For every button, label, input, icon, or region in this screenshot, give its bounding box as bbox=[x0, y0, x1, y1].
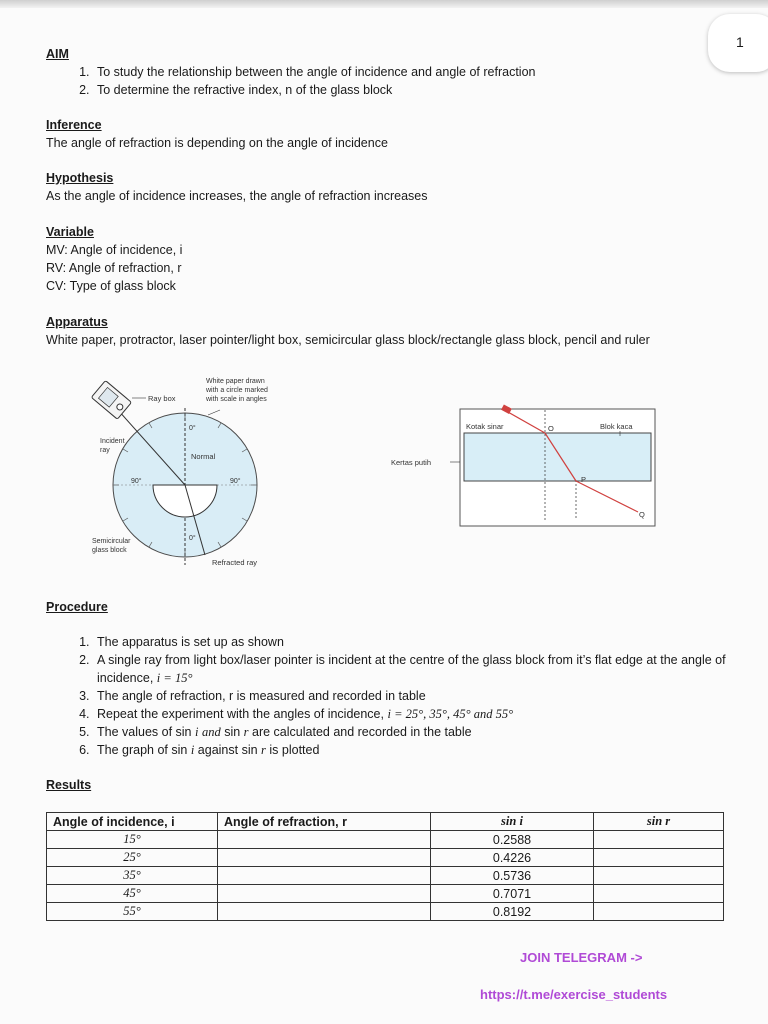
cell-sin-i: 0.8192 bbox=[431, 903, 594, 921]
step-text: The apparatus is set up as shown bbox=[97, 635, 284, 649]
top-shadow-bar bbox=[0, 0, 768, 8]
results-section bbox=[46, 776, 91, 794]
incident-label-line1: Incident bbox=[100, 438, 125, 445]
aim-item: 1. To study the relationship between the angle of incidence and angle of refraction bbox=[93, 63, 536, 81]
results-table bbox=[46, 812, 724, 921]
step-math: i = 25°, 35°, 45° and 55° bbox=[387, 707, 514, 721]
step-math: i bbox=[190, 743, 195, 757]
block-label-line1: Semicircular bbox=[92, 538, 131, 545]
semicircular-block-diagram bbox=[80, 370, 320, 580]
step-text: is plotted bbox=[269, 743, 320, 757]
procedure-list bbox=[46, 633, 726, 759]
step-text: against sin bbox=[197, 743, 258, 757]
table-row bbox=[47, 885, 724, 903]
ninety-right-label: 90° bbox=[230, 478, 241, 485]
cell-refraction bbox=[218, 867, 431, 885]
block-label-line2: glass block bbox=[92, 547, 127, 554]
step-math: i bbox=[194, 725, 199, 739]
procedure-step bbox=[93, 741, 726, 759]
paper-label-line1: White paper drawn bbox=[206, 378, 265, 385]
cell-sin-r bbox=[594, 867, 724, 885]
procedure-step bbox=[93, 687, 726, 705]
cell-refraction bbox=[218, 903, 431, 921]
kotak-sinar-label: Kotak sinar bbox=[466, 422, 504, 431]
paper-label-line3: with scale in angles bbox=[206, 396, 267, 403]
step-math: and bbox=[201, 725, 221, 739]
step-text: The values of sin bbox=[97, 725, 192, 739]
apparatus-heading: Apparatus bbox=[46, 315, 108, 329]
step-text: A single ray from light box/laser pointer is incident at the centre of the glass block from it’s flat edge at the angle of incidence, bbox=[97, 653, 726, 685]
cell-angle: 35° bbox=[47, 867, 218, 885]
rectangular-block-diagram bbox=[388, 400, 660, 535]
cell-angle: 45° bbox=[47, 885, 218, 903]
hypothesis-section bbox=[46, 169, 427, 205]
procedure-section bbox=[46, 598, 726, 759]
table-header-row bbox=[47, 813, 724, 831]
step-math: i = 15° bbox=[156, 671, 193, 685]
ninety-left-label: 90° bbox=[131, 478, 142, 485]
cell-sin-r bbox=[594, 885, 724, 903]
step-text: are calculated and recorded in the table bbox=[252, 725, 472, 739]
step-math: r bbox=[243, 725, 249, 739]
step-math: r bbox=[261, 743, 266, 757]
hypothesis-text: As the angle of incidence increases, the angle of refraction increases bbox=[46, 189, 428, 203]
cell-refraction bbox=[218, 885, 431, 903]
header-angle-refraction: Angle of refraction, r bbox=[218, 813, 431, 831]
cell-refraction bbox=[218, 849, 431, 867]
glass-block bbox=[464, 433, 651, 481]
cell-sin-r bbox=[594, 849, 724, 867]
ray-box-icon bbox=[91, 381, 131, 420]
zero-top-label: 0° bbox=[189, 425, 196, 432]
page-number: 1 bbox=[736, 34, 744, 50]
blok-kaca-label: Blok kaca bbox=[600, 422, 633, 431]
header-sin-r: sin r bbox=[594, 813, 724, 831]
hypothesis-heading: Hypothesis bbox=[46, 171, 114, 185]
cell-angle: 25° bbox=[47, 849, 218, 867]
manipulated-variable: MV: Angle of incidence, i bbox=[46, 243, 183, 257]
cell-sin-i: 0.7071 bbox=[431, 885, 594, 903]
aim-heading: AIM bbox=[46, 47, 69, 61]
inference-heading: Inference bbox=[46, 118, 102, 132]
cell-angle: 55° bbox=[47, 903, 218, 921]
apparatus-text: White paper, protractor, laser pointer/light box, semicircular glass block/rectangle glass block, pencil and ruler bbox=[46, 333, 650, 347]
refracted-label: Refracted ray bbox=[212, 558, 258, 567]
paper-label-line2: with a circle marked bbox=[206, 387, 268, 394]
aim-section bbox=[46, 45, 536, 99]
cell-sin-r bbox=[594, 903, 724, 921]
cell-angle: 15° bbox=[47, 831, 218, 849]
ray-box-label: Ray box bbox=[148, 394, 176, 403]
apparatus-section bbox=[46, 313, 726, 349]
header-sin-i: sin i bbox=[431, 813, 594, 831]
point-o-label: O bbox=[548, 424, 554, 433]
inference-text: The angle of refraction is depending on the angle of incidence bbox=[46, 136, 388, 150]
header-angle-incidence: Angle of incidence, i bbox=[47, 813, 218, 831]
step-text: Repeat the experiment with the angles of incidence, bbox=[97, 707, 384, 721]
table-row bbox=[47, 849, 724, 867]
zero-bottom-label: 0° bbox=[189, 535, 196, 542]
inference-section bbox=[46, 116, 388, 152]
cell-sin-i: 0.2588 bbox=[431, 831, 594, 849]
table-row bbox=[47, 903, 724, 921]
procedure-step bbox=[93, 723, 726, 741]
join-telegram-link[interactable]: JOIN TELEGRAM -> bbox=[520, 950, 643, 965]
procedure-step bbox=[93, 633, 726, 651]
responding-variable: RV: Angle of refraction, r bbox=[46, 261, 182, 275]
step-text: The graph of sin bbox=[97, 743, 188, 757]
aim-item: 2. To determine the refractive index, n of the glass block bbox=[93, 81, 536, 99]
point-p-label: P bbox=[581, 475, 587, 484]
procedure-heading: Procedure bbox=[46, 600, 108, 614]
cell-refraction bbox=[218, 831, 431, 849]
cell-sin-r bbox=[594, 831, 724, 849]
table-row bbox=[47, 831, 724, 849]
table-row bbox=[47, 867, 724, 885]
normal-label: Normal bbox=[191, 452, 216, 461]
cell-sin-i: 0.4226 bbox=[431, 849, 594, 867]
telegram-url-link[interactable]: https://t.me/exercise_students bbox=[480, 987, 668, 1002]
step-text: The angle of refraction, r is measured and recorded in table bbox=[97, 689, 426, 703]
aim-list bbox=[46, 63, 536, 99]
incident-label-line2: ray bbox=[100, 447, 110, 454]
variable-heading: Variable bbox=[46, 225, 94, 239]
cell-sin-i: 0.5736 bbox=[431, 867, 594, 885]
kertas-putih-label: Kertas putih bbox=[391, 458, 432, 467]
procedure-step bbox=[93, 705, 726, 723]
page-number-badge[interactable] bbox=[708, 14, 768, 72]
procedure-step bbox=[93, 651, 726, 687]
results-heading: Results bbox=[46, 778, 92, 792]
point-q-label: Q bbox=[639, 510, 645, 519]
variable-section bbox=[46, 223, 182, 295]
step-text: sin bbox=[224, 725, 241, 739]
constant-variable: CV: Type of glass block bbox=[46, 279, 176, 293]
